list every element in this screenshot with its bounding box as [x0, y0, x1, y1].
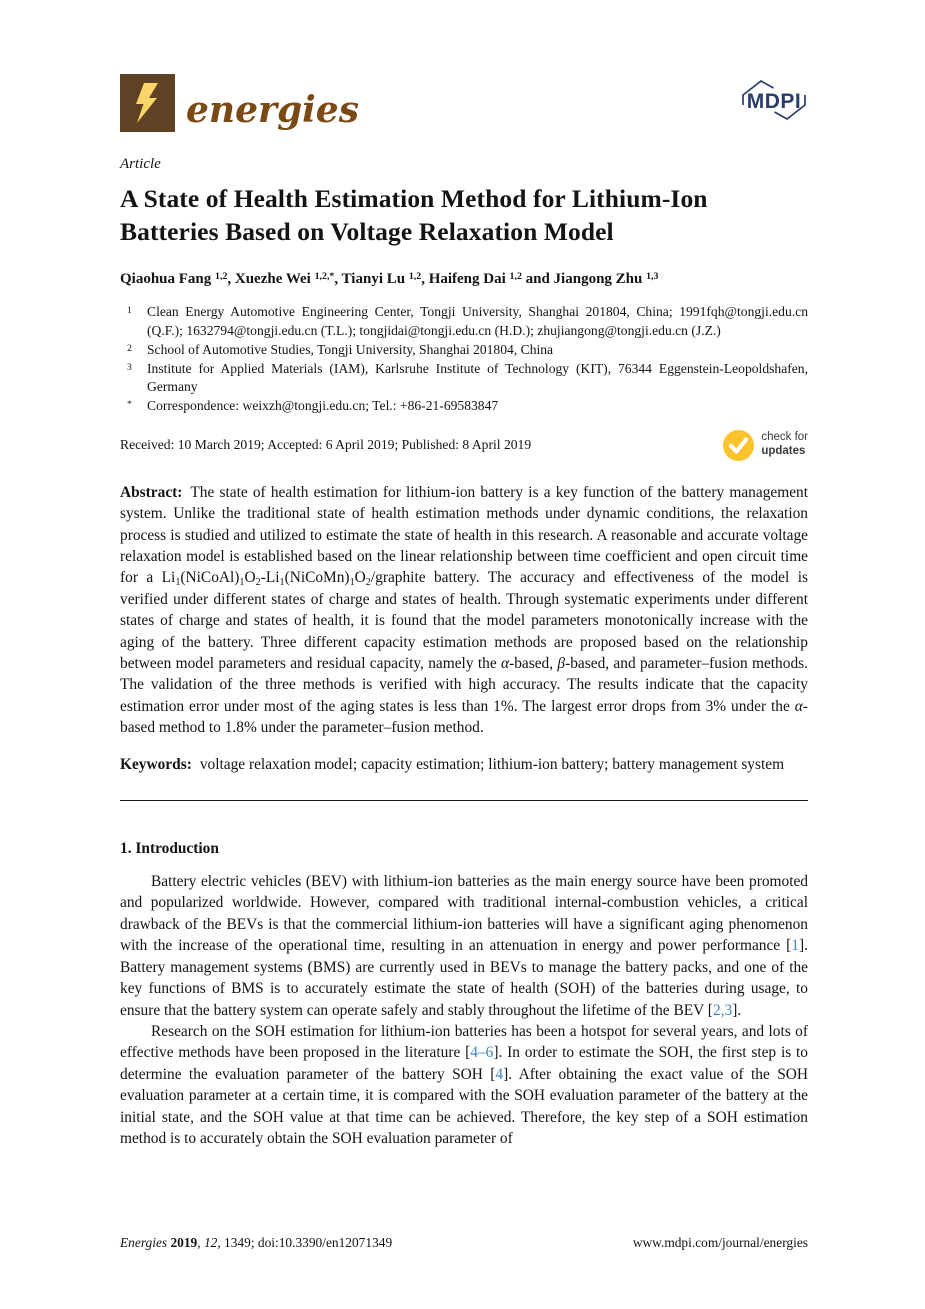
masthead [120, 0, 808, 132]
affiliation-marker: 3 [127, 361, 132, 373]
keywords-label: Keywords: [120, 755, 192, 773]
correspondence-text: Correspondence: weixzh@tongji.edu.cn; Tel.: +86-21-69583847 [147, 398, 499, 414]
checkmark-icon [723, 430, 754, 461]
journal-citation: Energies 2019, 12, 1349; doi:10.3390/en12071349 [120, 1235, 393, 1250]
badge-line2: updates [761, 445, 806, 458]
journal-url-link[interactable]: www.mdpi.com/journal/energies [632, 1235, 808, 1250]
citation-link[interactable]: 2,3 [712, 1001, 733, 1019]
intro-paragraph-2: Research on the SOH estimation for lithium-ion batteries has been a hotspot for several years, and lots of effective methods have been proposed in the literature [4–6]. In order to estimate the SOH, the first step is to determine the evaluation parameter of the battery SOH [4]. After obtaining the exact value of the SOH evaluation parameter at a certain time, it is compared with the SOH evaluation parameter of the battery at the initial state, and the SOH value at that time can be achieved. Therefore, the key step of a SOH estimation method is to accurately obtain the SOH evaluation parameter of [120, 1022, 809, 1147]
dates-row [120, 430, 808, 461]
abstract-text: The state of health estimation for lithium-ion battery is a key function of the battery management system. Unlike the traditional state of health estimation methods under dynamic conditions, the relaxation process is studied and utilized to estimate the state of health in this research. A reasonable and accurate voltage relaxation model is established based on the linear relationship between time coefficient and open circuit time for a Li1(NiCoAl)1O2-Li1(NiCoMn)1O2/graphite battery. The accuracy and effectiveness of the model is verified under different states of charge and states of health. Through systematic experiments under different states of charge and states of health, it is found that the model parameters monotonically increase with the aging of the battery. Three different capacity estimation methods are proposed based on the relationship between model parameters and residual capacity, namely the α-based, β-based, and parameter–fusion methods. The validation of the three methods is verified with high accuracy. The results indicate that the capacity estimation error under most of the aging states is less than 1%. The largest error drops from 3% under the α-based method to 1.8% under the parameter–fusion method. [120, 483, 808, 737]
affiliation-1 [120, 303, 808, 341]
intro-paragraph-1: Battery electric vehicles (BEV) with lithium-ion batteries as the main energy source have been promoted and popularized worldwide. However, compared with traditional internal-combustion vehicles, a critical drawback of the BEVs is that the commercial lithium-ion batteries will have a significant aging phenomenon with the increase of the operational time, resulting in an attenuation in energy and power performance [1]. Battery management systems (BMS) are currently used in BEVs to manage the battery packs, and one of the key functions of BMS is to accurately estimate the state of health (SOH) of the batteries during usage, to ensure that the battery system can operate safely and stably throughout the lifetime of the BEV [2,3]. [120, 873, 808, 1019]
journal-name: energies [186, 89, 359, 131]
lightning-bolt-icon [120, 74, 175, 132]
citation-link[interactable]: 4–6 [470, 1044, 494, 1062]
received-accepted-published: Received: 10 March 2019; Accepted: 6 April 2019; Published: 8 April 2019 [120, 437, 532, 453]
affiliation-2 [120, 341, 808, 360]
correspondence [120, 397, 808, 416]
affiliation-3 [120, 360, 808, 398]
mdpi-logo [740, 76, 808, 129]
affiliation-text: Clean Energy Automotive Engineering Center, Tongji University, Shanghai 201804, China; 1991fqh@tongji.edu.cn (Q.F.); 1632794@tongji.edu.cn (T.L.); tongjidai@tongji.edu.cn (H.D.); zhujiangong@tongji.edu.cn (J.Z.) [147, 304, 808, 339]
keywords-text: voltage relaxation model; capacity estimation; lithium-ion battery; battery management system [199, 755, 785, 773]
affiliation-marker: 2 [127, 342, 132, 354]
page-footer [120, 1235, 808, 1251]
citation-link[interactable]: 4 [495, 1065, 504, 1083]
energies-logo [120, 74, 359, 132]
article-type-label: Article [120, 156, 161, 172]
keywords [120, 754, 808, 775]
correspondence-marker: * [127, 399, 132, 411]
check-for-updates-badge[interactable] [723, 430, 808, 461]
affiliation-text: School of Automotive Studies, Tongji University, Shanghai 201804, China [147, 341, 554, 357]
author-list: Qiaohua Fang $^{1,2}$, Xuezhe Wei $^{1,2,*}$, Tianyi Lu $^{1,2}$, Haifeng Dai $^{1,2}$ and Jiangong Zhu $^{1,3}$ [120, 270, 659, 288]
affiliations [120, 303, 808, 416]
abstract-label: Abstract: [120, 483, 183, 501]
citation-link[interactable]: 1 [791, 937, 800, 955]
badge-line1: check for [761, 431, 808, 444]
affiliation-text: Institute for Applied Materials (IAM), Karlsruhe Institute of Technology (KIT), 76344 Eggenstein-Leopoldshafen, Germany [147, 360, 808, 395]
section-heading-introduction: 1. Introduction [120, 840, 219, 858]
badge-label [761, 431, 808, 459]
section-divider [120, 800, 808, 801]
mdpi-wordmark: MDPI [746, 90, 802, 113]
abstract [120, 482, 808, 739]
page-title: A State of Health Estimation Method for Lithium-Ion Batteries Based on Voltage Relaxation Model [120, 184, 708, 247]
affiliation-marker: 1 [127, 305, 132, 317]
